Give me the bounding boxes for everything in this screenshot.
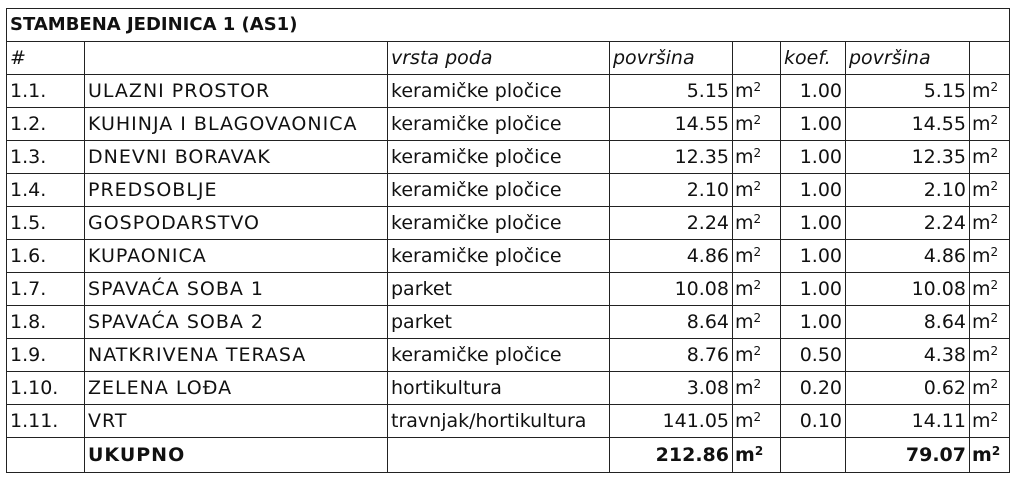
adjusted-area-value: 2.24 [846, 207, 970, 240]
area-value: 8.76 [610, 339, 733, 372]
unit-exponent: 2 [990, 179, 999, 193]
room-name: SPAVAĆA SOBA 2 [85, 306, 388, 339]
area-unit [733, 273, 781, 306]
adjusted-area-value: 2.10 [846, 174, 970, 207]
unit-exponent: 2 [753, 80, 762, 94]
unit-exponent: 2 [990, 410, 999, 424]
unit-base: m [735, 245, 754, 267]
adjusted-area-value: 12.35 [846, 141, 970, 174]
unit-exponent: 2 [990, 146, 999, 160]
adjusted-area-value: 0.62 [846, 372, 970, 405]
area-table-container [6, 8, 1009, 473]
total-label: UKUPNO [85, 438, 388, 473]
header-num: # [7, 42, 85, 75]
room-name: NATKRIVENA TERASA [85, 339, 388, 372]
adjusted-area-value: 14.11 [846, 405, 970, 438]
total-empty-num [7, 438, 85, 473]
unit-base: m [972, 245, 991, 267]
floor-type: keramičke pločice [388, 207, 610, 240]
row-number: 1.1. [7, 75, 85, 108]
coefficient-value: 0.20 [781, 372, 846, 405]
total-adjusted-area-unit [970, 438, 1010, 473]
room-name: DNEVNI BORAVAK [85, 141, 388, 174]
row-number: 1.9. [7, 339, 85, 372]
table-row [7, 306, 1010, 339]
coefficient-value: 1.00 [781, 240, 846, 273]
adjusted-area-value: 5.15 [846, 75, 970, 108]
area-value: 14.55 [610, 108, 733, 141]
room-name: ULAZNI PROSTOR [85, 75, 388, 108]
row-number: 1.5. [7, 207, 85, 240]
area-value: 12.35 [610, 141, 733, 174]
adjusted-area-unit [970, 405, 1010, 438]
room-name: VRT [85, 405, 388, 438]
area-unit [733, 75, 781, 108]
table-row [7, 372, 1010, 405]
area-value: 5.15 [610, 75, 733, 108]
row-number: 1.10. [7, 372, 85, 405]
header-unit [733, 42, 781, 75]
area-value: 10.08 [610, 273, 733, 306]
total-row [7, 438, 1010, 473]
unit-base: m [972, 212, 991, 234]
header-coef: koef. [781, 42, 846, 75]
unit-base: m [972, 113, 991, 135]
unit-base: m [972, 344, 991, 366]
unit-exponent: 2 [990, 278, 999, 292]
unit-base: m [735, 80, 754, 102]
area-unit [733, 174, 781, 207]
row-number: 1.8. [7, 306, 85, 339]
unit-exponent: 2 [753, 311, 762, 325]
adjusted-area-unit [970, 141, 1010, 174]
floor-type: parket [388, 273, 610, 306]
unit-exponent: 2 [990, 344, 999, 358]
room-name: KUPAONICA [85, 240, 388, 273]
floor-type: keramičke pločice [388, 174, 610, 207]
total-adjusted-area-value: 79.07 [846, 438, 970, 473]
table-row [7, 405, 1010, 438]
unit-base: m [735, 377, 754, 399]
room-name: SPAVAĆA SOBA 1 [85, 273, 388, 306]
floor-type: travnjak/hortikultura [388, 405, 610, 438]
unit-exponent: 2 [753, 278, 762, 292]
table-row [7, 174, 1010, 207]
adjusted-area-value: 10.08 [846, 273, 970, 306]
unit-exponent: 2 [990, 212, 999, 226]
area-value: 4.86 [610, 240, 733, 273]
row-number: 1.3. [7, 141, 85, 174]
row-number: 1.7. [7, 273, 85, 306]
area-unit [733, 240, 781, 273]
row-number: 1.11. [7, 405, 85, 438]
unit-exponent: 2 [753, 146, 762, 160]
floor-type: keramičke pločice [388, 75, 610, 108]
table-title-row [7, 9, 1010, 42]
unit-exponent: 2 [753, 245, 762, 259]
area-unit [733, 141, 781, 174]
table-row [7, 240, 1010, 273]
unit-base: m [735, 113, 754, 135]
floor-type: keramičke pločice [388, 339, 610, 372]
unit-base: m [735, 212, 754, 234]
adjusted-area-unit [970, 372, 1010, 405]
adjusted-area-value: 4.38 [846, 339, 970, 372]
coefficient-value: 1.00 [781, 141, 846, 174]
floor-type: parket [388, 306, 610, 339]
header-area: površina [610, 42, 733, 75]
unit-base: m [972, 179, 991, 201]
unit-exponent: 2 [753, 113, 762, 127]
area-unit [733, 108, 781, 141]
area-unit [733, 207, 781, 240]
area-unit [733, 405, 781, 438]
unit-exponent: 2 [754, 444, 764, 458]
table-row [7, 108, 1010, 141]
unit-base: m [972, 311, 991, 333]
row-number: 1.4. [7, 174, 85, 207]
unit-exponent: 2 [990, 311, 999, 325]
unit-exponent: 2 [990, 113, 999, 127]
total-area-unit [733, 438, 781, 473]
room-name: PREDSOBLJE [85, 174, 388, 207]
header-area-adjusted: površina [846, 42, 970, 75]
total-empty-coef [781, 438, 846, 473]
header-floor: vrsta poda [388, 42, 610, 75]
unit-base: m [972, 377, 991, 399]
table-row [7, 273, 1010, 306]
floor-type: hortikultura [388, 372, 610, 405]
adjusted-area-unit [970, 207, 1010, 240]
total-area-value: 212.86 [610, 438, 733, 473]
adjusted-area-unit [970, 240, 1010, 273]
unit-base: m [972, 278, 991, 300]
unit-exponent: 2 [990, 80, 999, 94]
unit-exponent: 2 [753, 410, 762, 424]
area-value: 8.64 [610, 306, 733, 339]
unit-exponent: 2 [991, 444, 1001, 458]
table-title: STAMBENA JEDINICA 1 (AS1) [7, 9, 1010, 42]
table-row [7, 339, 1010, 372]
adjusted-area-unit [970, 273, 1010, 306]
area-value: 3.08 [610, 372, 733, 405]
header-unit-adjusted [970, 42, 1010, 75]
coefficient-value: 1.00 [781, 174, 846, 207]
area-unit [733, 339, 781, 372]
unit-base: m [972, 146, 991, 168]
unit-exponent: 2 [753, 212, 762, 226]
area-value: 2.10 [610, 174, 733, 207]
table-row [7, 207, 1010, 240]
adjusted-area-unit [970, 174, 1010, 207]
unit-exponent: 2 [990, 245, 999, 259]
coefficient-value: 1.00 [781, 207, 846, 240]
row-number: 1.2. [7, 108, 85, 141]
adjusted-area-value: 14.55 [846, 108, 970, 141]
coefficient-value: 0.10 [781, 405, 846, 438]
adjusted-area-unit [970, 306, 1010, 339]
total-empty-floor [388, 438, 610, 473]
adjusted-area-value: 8.64 [846, 306, 970, 339]
unit-exponent: 2 [753, 344, 762, 358]
unit-exponent: 2 [753, 179, 762, 193]
adjusted-area-unit [970, 108, 1010, 141]
coefficient-value: 0.50 [781, 339, 846, 372]
area-unit [733, 306, 781, 339]
room-name: GOSPODARSTVO [85, 207, 388, 240]
unit-base: m [972, 80, 991, 102]
area-value: 2.24 [610, 207, 733, 240]
unit-base: m [735, 278, 754, 300]
header-name [85, 42, 388, 75]
area-table [6, 8, 1010, 473]
coefficient-value: 1.00 [781, 306, 846, 339]
unit-exponent: 2 [753, 377, 762, 391]
row-number: 1.6. [7, 240, 85, 273]
floor-type: keramičke pločice [388, 141, 610, 174]
room-name: KUHINJA I BLAGOVAONICA [85, 108, 388, 141]
adjusted-area-unit [970, 339, 1010, 372]
adjusted-area-value: 4.86 [846, 240, 970, 273]
coefficient-value: 1.00 [781, 108, 846, 141]
floor-type: keramičke pločice [388, 240, 610, 273]
coefficient-value: 1.00 [781, 273, 846, 306]
area-value: 141.05 [610, 405, 733, 438]
table-row [7, 75, 1010, 108]
unit-exponent: 2 [990, 377, 999, 391]
table-header-row [7, 42, 1010, 75]
unit-base: m [735, 444, 755, 466]
unit-base: m [735, 410, 754, 432]
unit-base: m [972, 410, 991, 432]
coefficient-value: 1.00 [781, 75, 846, 108]
unit-base: m [735, 344, 754, 366]
unit-base: m [735, 311, 754, 333]
adjusted-area-unit [970, 75, 1010, 108]
unit-base: m [972, 444, 992, 466]
room-name: ZELENA LOĐA [85, 372, 388, 405]
table-row [7, 141, 1010, 174]
unit-base: m [735, 146, 754, 168]
area-unit [733, 372, 781, 405]
floor-type: keramičke pločice [388, 108, 610, 141]
unit-base: m [735, 179, 754, 201]
